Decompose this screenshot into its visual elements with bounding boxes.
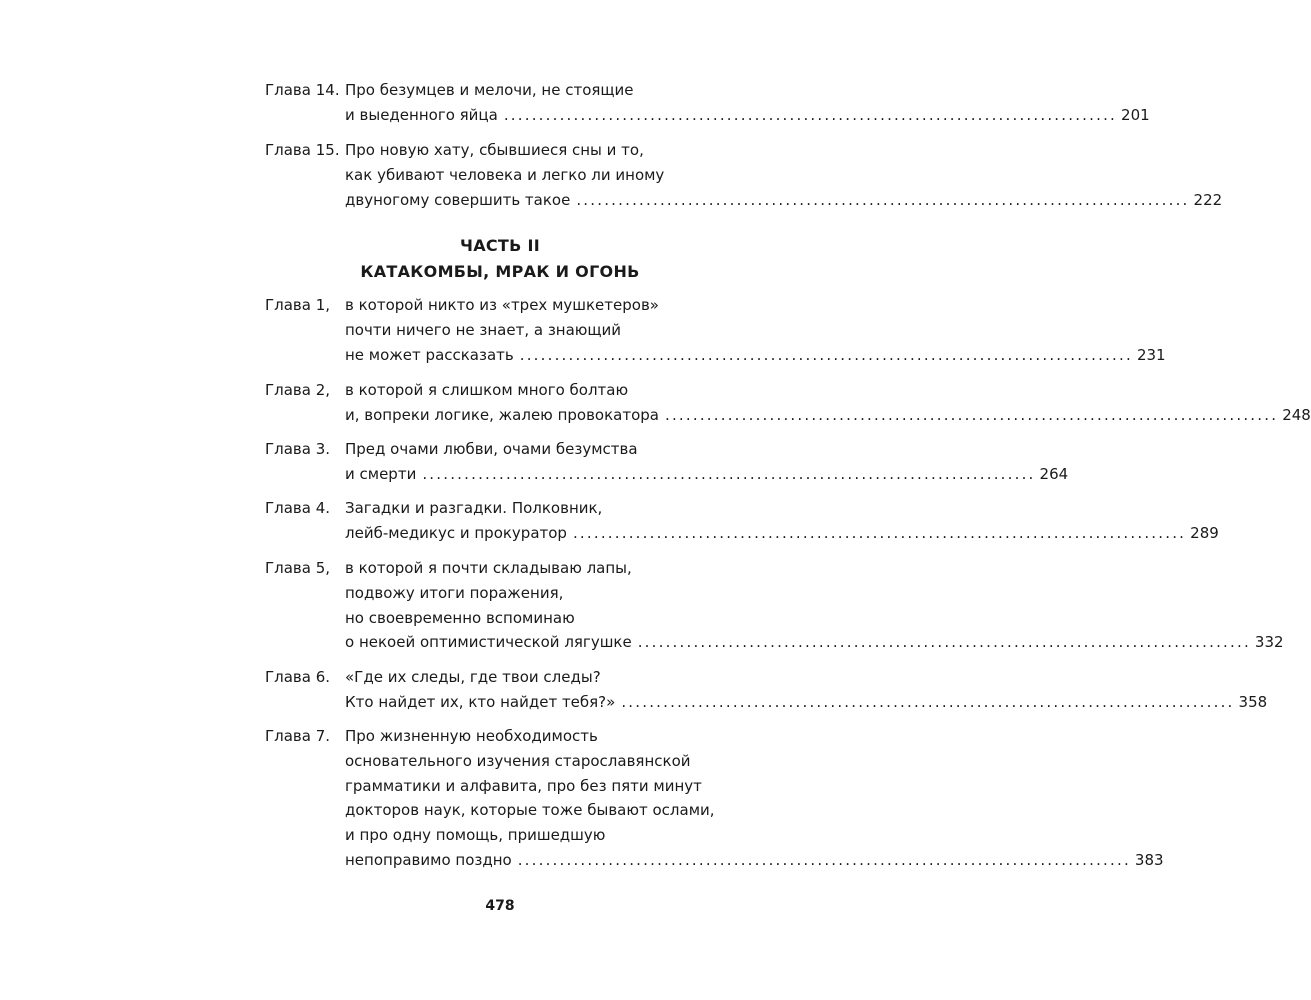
chapter-title-last-line: [345, 690, 1268, 715]
chapter-label: Глава 14.: [265, 81, 340, 99]
chapter-label: Глава 2,: [265, 381, 331, 399]
chapter-title-last-line: [345, 188, 1223, 213]
chapter-title-line: в которой никто из «трех мушкетеров»: [345, 296, 659, 314]
chapter-title-last-line: [345, 103, 1150, 128]
chapter-title-line: Про безумцев и мелочи, не стоящие: [345, 81, 634, 99]
chapter-label: Глава 5,: [265, 559, 331, 577]
page-number: 264: [1039, 464, 1069, 483]
chapter-title-line: докторов наук, которые тоже бывают ослами,: [345, 801, 715, 820]
dot-leader: ........................................................................................: [637, 633, 1251, 652]
chapter-title-line: и про одну помощь, пришедшую: [345, 826, 606, 845]
page-number: 332: [1254, 633, 1284, 652]
chapter-title-line: в которой я почти складываю лапы,: [345, 559, 632, 577]
chapter-title-last-line: [345, 521, 1219, 546]
dot-leader: ........................................................................................: [576, 190, 1190, 209]
page-number: 289: [1190, 523, 1219, 542]
chapter-title-text: и смерти: [345, 464, 417, 483]
chapter-title-last-line: [345, 462, 1069, 487]
dot-leader: ........................................................................................: [503, 105, 1118, 124]
page-number: 201: [1121, 105, 1150, 124]
dot-leader: ........................................................................................: [517, 850, 1131, 869]
chapter-title-line: в которой я слишком много болтаю: [345, 381, 629, 399]
chapter-title-text: двуногому совершить такое: [345, 190, 571, 209]
page-number: 231: [1136, 345, 1166, 364]
chapter-title-text: непоправимо поздно: [345, 850, 512, 869]
chapter-label: Глава 3.: [265, 440, 331, 458]
chapter-title-text: не может рассказать: [345, 345, 514, 364]
dot-leader: ........................................................................................: [519, 345, 1133, 364]
dot-leader: ........................................................................................: [422, 464, 1036, 483]
dot-leader: ........................................................................................: [621, 692, 1235, 711]
chapter-title-last-line: [345, 848, 1164, 873]
chapter-title-text: лейб-медикус и прокуратор: [345, 523, 567, 542]
chapter-title-line: «Где их следы, где твои следы?: [345, 668, 601, 686]
page-number: 383: [1134, 850, 1164, 869]
chapter-label: Глава 1,: [265, 296, 331, 314]
chapter-title-line: основательного изучения старославянской: [345, 751, 691, 770]
chapter-title-text: и, вопреки логике, жалею провокатора: [345, 405, 659, 424]
chapter-title-line: грамматики и алфавита, про без пяти минут: [345, 776, 702, 795]
chapter-title-line: подвожу итоги поражения,: [345, 583, 564, 602]
chapter-title-last-line: [345, 403, 1311, 428]
chapter-title-last-line: [345, 343, 1166, 368]
chapter-label: Глава 7.: [265, 727, 331, 745]
part-number-heading: ЧАСТЬ II: [459, 236, 541, 255]
chapter-title-text: и выеденного яйца: [345, 105, 498, 124]
page-number: 358: [1238, 692, 1268, 711]
chapter-title-line: но своевременно вспоминаю: [345, 608, 575, 627]
chapter-title-last-line: [345, 630, 1284, 655]
folio-page-number: 478: [485, 898, 515, 914]
chapter-title-line: Загадки и разгадки. Полковник,: [345, 499, 603, 517]
dot-leader: ........................................................................................: [664, 405, 1279, 424]
chapter-title-line: Пред очами любви, очами безумства: [345, 440, 638, 458]
chapter-title-line: Про новую хату, сбывшиеся сны и то,: [345, 141, 644, 159]
chapter-label: Глава 4.: [265, 499, 331, 517]
chapter-label: Глава 6.: [265, 668, 331, 686]
chapter-title-text: Кто найдет их, кто найдет тебя?»: [345, 692, 616, 711]
dot-leader: ........................................................................................: [572, 523, 1187, 542]
page-number: 248: [1282, 405, 1311, 424]
chapter-title-line: как убивают человека и легко ли иному: [345, 165, 665, 184]
chapter-title-line: почти ничего не знает, а знающий: [345, 320, 622, 339]
part-title-heading: КАТАКОМБЫ, МРАК И ОГОНЬ: [360, 262, 640, 281]
chapter-title-line: Про жизненную необходимость: [345, 727, 598, 745]
chapter-title-text: о некоей оптимистической лягушке: [345, 633, 632, 652]
page-number: 222: [1193, 190, 1223, 209]
chapter-label: Глава 15.: [265, 141, 340, 159]
